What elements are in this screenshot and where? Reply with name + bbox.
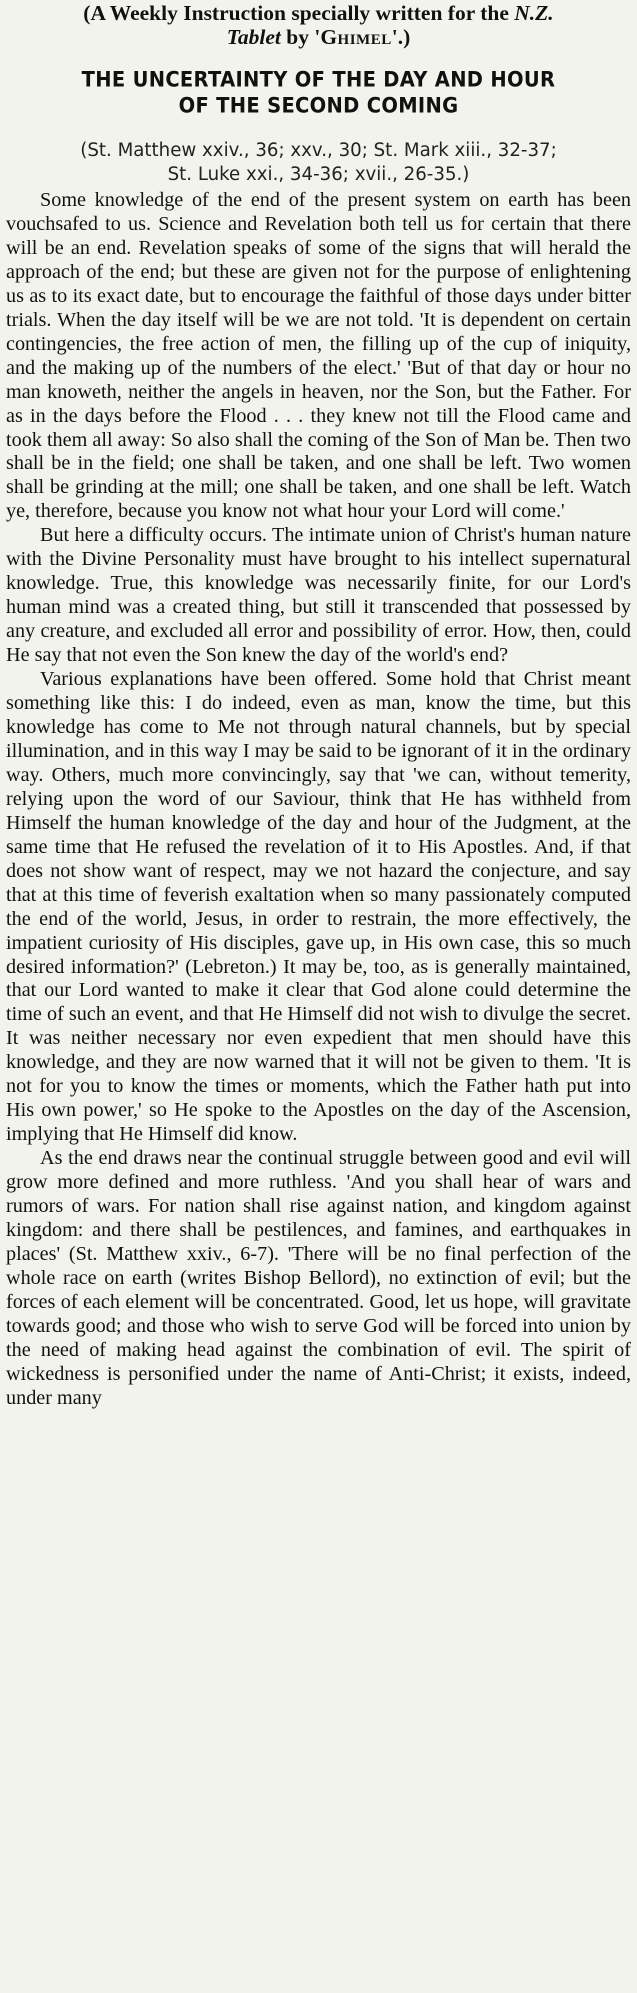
paragraph-4: As the end draws near the continual struggle between good and evil will grow more defined and more ruthless. 'And you shall hear of wars and rumors of wars. For nation shall rise against nation, and kingdom against kingdom: and there shall be pestilences, and famines, and earthquakes in places' (St. Matthew xxiv., 6-7). 'There will be no final perfection of the whole race on earth (writes Bishop Bellord), no extinction of evil; but the forces of each element will be concentrated. Good, let us hope, will gravitate towards good; and those who wish to serve God will be forced into union by the need of making head against the combination of evil. The spirit of wickedness is personified under the name of Anti-Christ; it exists, indeed, under many [6,1147,631,1409]
intro-author: Ghimel [320,25,392,49]
intro-close: '.) [391,25,411,49]
headline-line-1: THE UNCERTAINTY OF THE DAY AND HOUR [81,67,556,92]
article-headline [6,67,631,119]
headline-line-2: OF THE SECOND COMING [178,93,459,118]
article-body [6,189,631,1411]
intro-text: (A Weekly Instruction specially written for the [83,1,515,25]
references-line-2: St. Luke xxi., 34-36; xvii., 26-35.) [167,164,470,185]
intro-by: by ' [280,25,321,49]
intro-tablet: Tablet [226,25,281,49]
intro-publication: N.Z. [514,1,554,25]
paragraph-3: Various explanations have been offered. Some hold that Christ meant something like this: I do indeed, even as man, know the time, but this knowledge has come to Me not through natural channels, but by special illumination, and in this way I may be said to be ignorant of it in the ordinary way. Others, much more convincingly, say that 'we can, without temerity, relying upon the word of our Saviour, think that He has withheld from Himself the human knowledge of the day and hour of the Judgment, at the same time that He refused the revelation of it to His Apostles. And, if that does not show want of respect, may we not hazard the conjecture, and say that at this time of feverish exaltation when so many passionately computed the end of the world, Jesus, in order to restrain, the more effectively, the impatient curiosity of His disciples, gave up, in His own case, this so much desired information?' (Lebreton.) It may be, too, as is generally maintained, that our Lord wanted to make it clear that God alone could determine the time of such an event, and that He Himself did not wish to divulge the secret. It was neither necessary nor even expedient that men should have this knowledge, and they are now warned that it will not be given to them. 'It is not for you to know the times or moments, which the Father hath put into His own power,' so He spoke to the Apostles on the day of the Ascension, implying that He Himself did know. [6,668,631,1146]
scripture-references [6,139,631,187]
paragraph-1: Some knowledge of the end of the present system on earth has been vouchsafed to us. Science and Revelation both tell us for certain that there will be an end. Revelation speaks of some of the signs that will herald the approach of the end; but these are given not for the purpose of enlightening us as to its exact date, but to encourage the faithful of those days under bitter trials. When the day itself will be we are not told. 'It is dependent on certain contingencies, the free action of men, the filling up of the cup of iniquity, and the making up of the numbers of the elect.' 'But of that day or hour no man knoweth, neither the angels in heaven, nor the Son, but the Father. For as in the days before the Flood . . . they knew not till the Flood came and took them all away: So also shall the coming of the Son of Man be. Then two shall be in the field; one shall be taken, and one shall be left. Two women shall be grinding at the mill; one shall be taken, and one shall be left. Watch ye, therefore, because you know not what hour your Lord will come.' [6,189,631,523]
column-intro [6,0,631,49]
paragraph-2: But here a difficulty occurs. The intimate union of Christ's human nature with the Divine Personality must have brought to his intellect supernatural knowledge. True, this knowledge was necessarily finite, for our Lord's human mind was a created thing, but still it transcended that possessed by any creature, and excluded all error and possibility of error. How, then, could He say that not even the Son knew the day of the world's end? [6,524,631,667]
references-line-1: (St. Matthew xxiv., 36; xxv., 30; St. Mark xiii., 32-37; [80,140,557,161]
